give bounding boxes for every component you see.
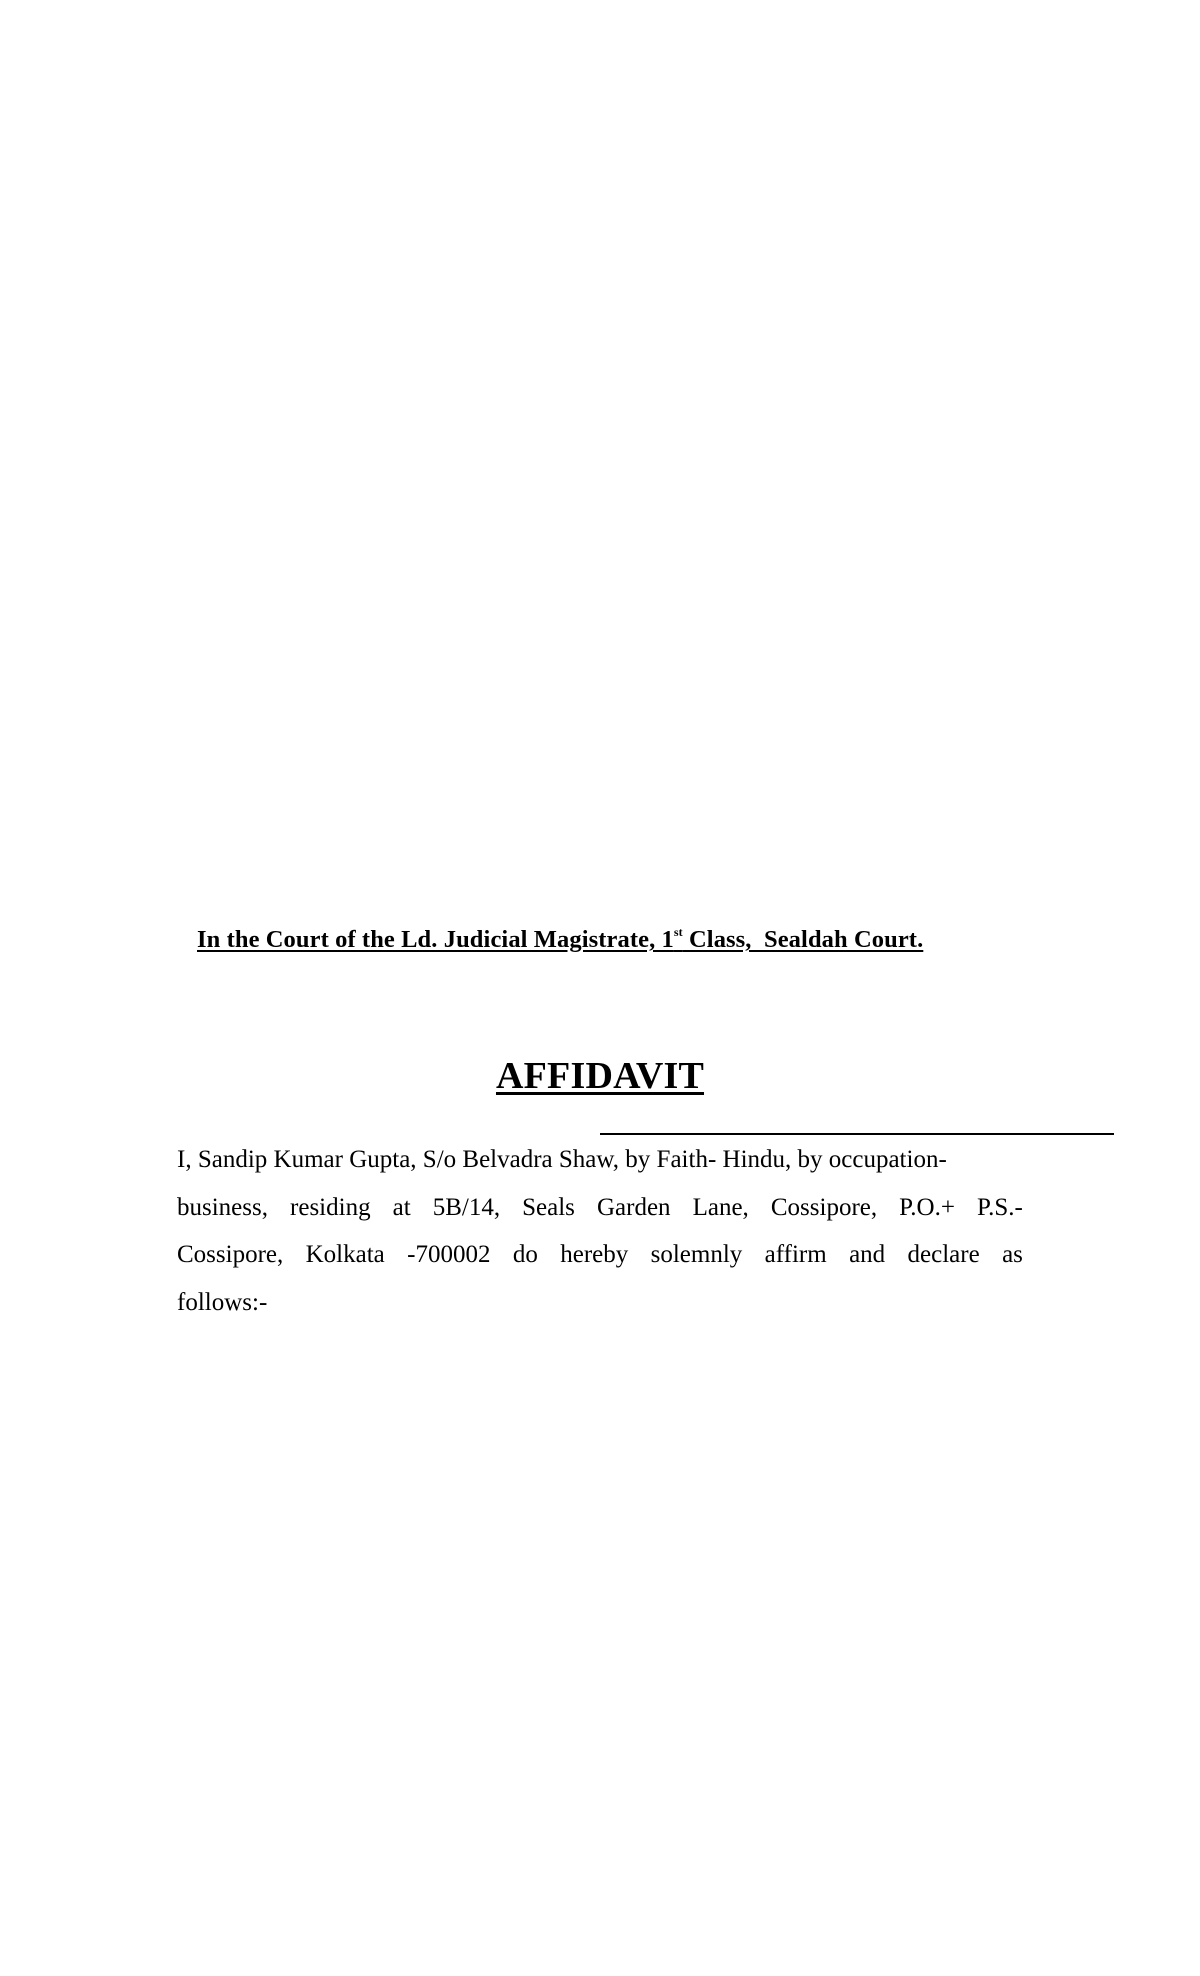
word: hereby	[560, 1241, 629, 1268]
court-heading-ordinal: st	[673, 925, 683, 939]
court-heading	[197, 926, 923, 954]
word: Lane,	[692, 1193, 749, 1221]
signature-line	[600, 1133, 1114, 1135]
word: declare	[907, 1241, 980, 1268]
body-line-2	[177, 1184, 1023, 1232]
word: solemnly	[650, 1241, 743, 1268]
body-line-4: follows:-	[177, 1288, 268, 1316]
court-heading-text-end: Class, Sealdah Court.	[682, 926, 924, 953]
word: and	[849, 1241, 886, 1268]
word: business,	[177, 1193, 268, 1221]
word: P.O.+	[899, 1193, 955, 1221]
word: as	[1002, 1241, 1023, 1268]
word: 5B/14,	[432, 1193, 501, 1221]
word: Cossipore,	[177, 1241, 284, 1268]
court-heading-text: In the Court of the Ld. Judicial Magistrate, 1	[197, 926, 674, 953]
word: Cossipore,	[770, 1193, 878, 1221]
word: affirm	[764, 1241, 827, 1268]
body-line-3	[177, 1231, 1023, 1279]
affidavit-body	[177, 1136, 1023, 1326]
word: Kolkata	[305, 1241, 385, 1268]
word: Garden	[596, 1193, 671, 1221]
word: residing	[290, 1193, 371, 1221]
affidavit-title: AFFIDAVIT	[495, 1055, 705, 1097]
word: do	[512, 1241, 538, 1268]
word: -700002	[407, 1241, 491, 1268]
word: at	[392, 1193, 411, 1221]
word: Seals	[522, 1193, 575, 1221]
body-line-1: I, Sandip Kumar Gupta, S/o Belvadra Shaw, by Faith- Hindu, by occupation-	[177, 1146, 947, 1173]
word: P.S.-	[977, 1193, 1023, 1221]
